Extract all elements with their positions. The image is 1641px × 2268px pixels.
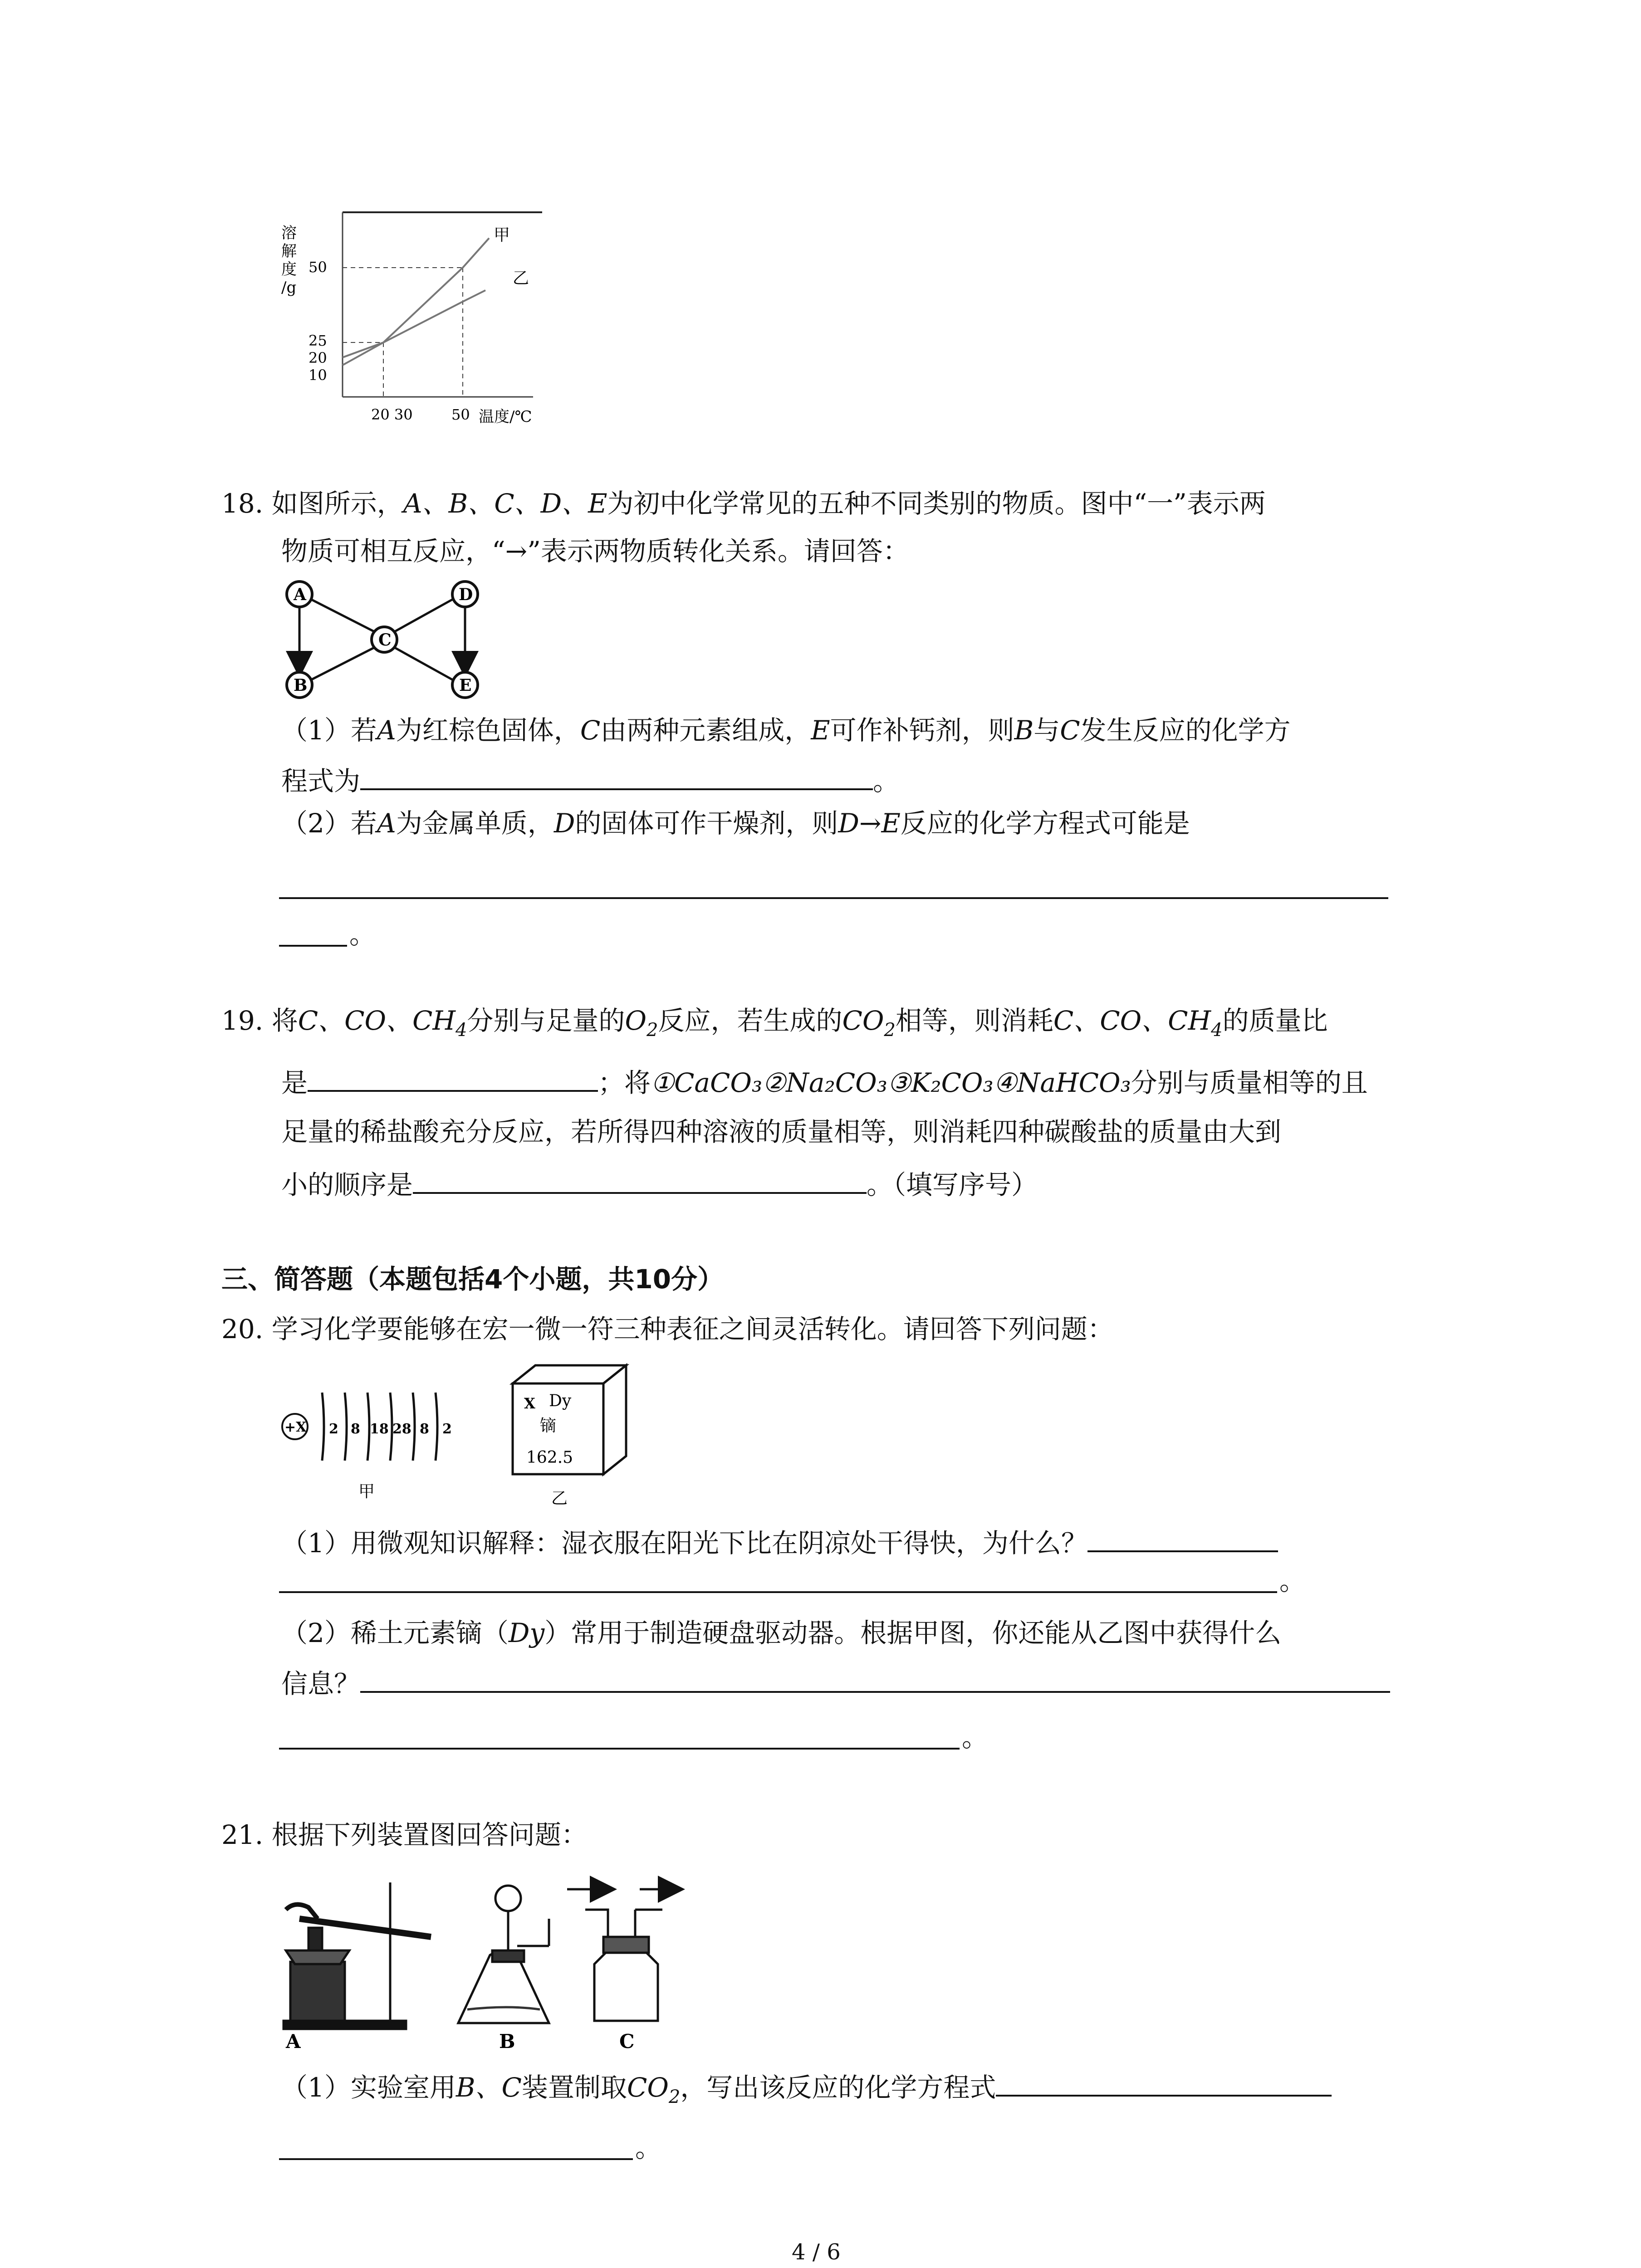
q21-period: 。	[635, 2132, 662, 2163]
y-tick-10: 10	[309, 367, 327, 384]
node-B: B	[294, 676, 308, 695]
apparatus-label-B: B	[499, 2030, 515, 2050]
series-jia-line	[343, 238, 489, 365]
q18-part1-line2: 程式为 。	[281, 762, 899, 797]
shell-3: 18	[370, 1421, 389, 1437]
series-yi-line	[343, 290, 485, 357]
nucleus-label: +X	[284, 1419, 307, 1435]
q19-line4: 小的顺序是 。（填写序号）	[281, 1166, 1038, 1201]
apparatus-diagram	[277, 1873, 740, 2050]
y-tick-20: 20	[309, 349, 327, 367]
q18-part1-line1: （1）若A为红棕色固体，C由两种元素组成，E可作补钙剂，则B与C发生反应的化学方	[281, 715, 1291, 746]
q21-answer-blank-1a[interactable]	[996, 2068, 1332, 2097]
apparatus-label-A: A	[286, 2030, 301, 2050]
shell-2: 8	[351, 1421, 360, 1437]
q18-answer-blank-1[interactable]	[360, 762, 873, 790]
shell-6: 2	[442, 1421, 452, 1437]
cell-mass: 162.5	[526, 1448, 573, 1467]
atom-structure-diagram	[279, 1383, 474, 1506]
q20-part1-line1: （1）用微观知识解释：湿衣服在阳光下比在阴凉处干得快，为什么？	[281, 1524, 1278, 1559]
ylabel-char-2: 解	[281, 242, 297, 260]
label-jia: 甲	[358, 1482, 375, 1501]
q18-line2: 物质可相互反应，“→”表示两物质转化关系。请回答：	[281, 536, 909, 567]
apparatus-label-C: C	[619, 2030, 635, 2050]
q20-answer-blank-2b[interactable]	[279, 1748, 960, 1750]
q20-answer-blank-1a[interactable]	[1087, 1524, 1278, 1552]
q20-part2-line2: 信息？	[281, 1665, 1390, 1700]
q18-relation-diagram	[279, 578, 501, 705]
cell-atomic-number: X	[524, 1395, 535, 1412]
q20-period-1: 。	[1279, 1565, 1306, 1596]
q19-answer-blank-1[interactable]	[308, 1064, 598, 1092]
q19-line3: 足量的稀盐酸充分反应，若所得四种溶液的质量相等，则消耗四种碳酸盐的质量由大到	[281, 1116, 1282, 1147]
q21-part1-line1: （1）实验室用B、C装置制取$CO_2$，写出该反应的化学方程式	[281, 2068, 1332, 2113]
section-3-title: 三、简答题（本题包括4个小题，共10分）	[221, 1264, 724, 1295]
element-cell-diagram	[504, 1363, 640, 1513]
q18-answer-blank-2a[interactable]	[279, 897, 1388, 899]
series-label-yi: 乙	[513, 269, 529, 288]
cell-symbol: Dy	[549, 1392, 572, 1410]
x-axis-label: 温度/℃	[479, 408, 532, 426]
ylabel-char-4: /g	[281, 279, 297, 297]
q20-period-2: 。	[962, 1722, 989, 1753]
x-tick-20-30: 20 30	[371, 406, 413, 423]
q21-number: 21.	[221, 1819, 264, 1850]
q18-number: 18.	[221, 488, 264, 519]
q20-answer-blank-2a[interactable]	[360, 1665, 1390, 1693]
shell-1: 2	[329, 1421, 338, 1437]
q19-line2: 是 ；将①CaCO₃②Na₂CO₃③K₂CO₃④NaHCO₃分别与质量相等的且	[281, 1064, 1368, 1099]
q20-line1: 20. 学习化学要能够在宏一微一符三种表征之间灵活转化。请回答下列问题：	[221, 1314, 1114, 1344]
series-label-jia: 甲	[494, 226, 510, 244]
q19-answer-blank-2[interactable]	[413, 1166, 867, 1194]
cell-name: 镝	[540, 1417, 557, 1435]
q18-line1: 18. 如图所示，A、B、C、D、E为初中化学常见的五种不同类别的物质。图中“一”表示两	[221, 488, 1266, 519]
solubility-chart	[272, 204, 563, 440]
label-yi: 乙	[551, 1489, 568, 1508]
q18-answer-blank-2b[interactable]	[279, 945, 347, 947]
q18-part2-line1: （2）若A为金属单质，D的固体可作干燥剂，则D→E反应的化学方程式可能是	[281, 808, 1190, 839]
page-number: 4 / 6	[792, 2239, 841, 2265]
y-tick-50: 50	[309, 259, 327, 276]
q20-number: 20.	[221, 1314, 264, 1344]
shell-5: 8	[420, 1421, 429, 1437]
q21-line1: 21. 根据下列装置图回答问题：	[221, 1819, 588, 1850]
q19-number: 19.	[221, 1005, 264, 1036]
ylabel-char-3: 度	[281, 260, 297, 279]
y-tick-25: 25	[309, 332, 327, 349]
ylabel-char-1: 溶	[281, 224, 297, 242]
node-D: D	[459, 585, 473, 604]
x-tick-50: 50	[451, 406, 470, 423]
q19-line1: 19. 将C、CO、$CH_4$分别与足量的$O_2$反应，若生成的$CO_2$相等，则消耗C、CO、$CH_4$的质量比	[221, 1005, 1328, 1041]
node-E: E	[459, 676, 472, 695]
q20-answer-blank-1b[interactable]	[279, 1591, 1277, 1593]
q18-period-2: 。	[349, 919, 376, 950]
q21-answer-blank-1b[interactable]	[279, 2158, 633, 2160]
node-C: C	[378, 631, 392, 650]
node-A: A	[294, 585, 306, 604]
q20-part2-line1: （2）稀土元素镝（Dy）常用于制造硬盘驱动器。根据甲图，你还能从乙图中获得什么	[281, 1618, 1282, 1648]
shell-4: 28	[392, 1421, 411, 1437]
